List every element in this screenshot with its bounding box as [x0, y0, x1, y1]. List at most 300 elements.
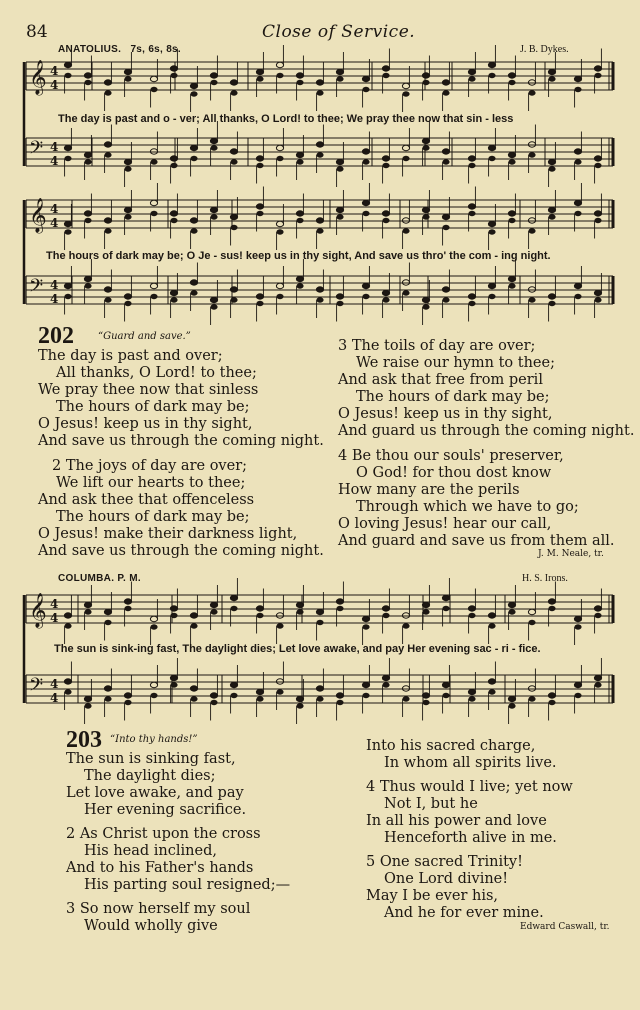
note-head	[316, 228, 323, 233]
hymn-203-column-1	[66, 751, 290, 935]
note-head	[276, 283, 283, 288]
note-head	[316, 80, 323, 85]
note-head	[170, 73, 177, 78]
note-head	[210, 609, 217, 614]
note-head	[574, 149, 581, 154]
verse-line: Into his sacred charge,	[366, 738, 536, 754]
note-head	[170, 297, 177, 302]
note-head	[296, 696, 303, 701]
note-head	[362, 693, 369, 698]
section-title: Close of Service.	[262, 22, 416, 42]
note-head	[230, 297, 237, 302]
note-head	[528, 686, 535, 691]
note-head	[468, 163, 475, 168]
note-head	[256, 69, 263, 74]
time-signature: 4	[50, 140, 59, 154]
note-head	[594, 290, 601, 295]
note-head	[256, 76, 263, 81]
note-head	[124, 606, 131, 611]
note-head	[548, 207, 555, 212]
note-head	[150, 682, 157, 687]
note-head	[528, 80, 535, 85]
note-head	[442, 214, 449, 219]
hymn-202-caption: “Guard and save.”	[98, 331, 191, 342]
note-head	[548, 69, 555, 74]
note-head	[190, 623, 197, 628]
note-head	[84, 159, 91, 164]
note-head	[468, 696, 475, 701]
note-head	[84, 696, 91, 701]
note-head	[84, 152, 91, 157]
note-head	[296, 283, 303, 288]
verse-line: We lift our hearts to thee;	[56, 475, 246, 491]
note-head	[104, 142, 111, 147]
note-head	[124, 76, 131, 81]
note-head	[442, 693, 449, 698]
hymn-203-caption: “Into thy hands!”	[110, 734, 198, 745]
note-head	[230, 214, 237, 219]
note-head	[210, 138, 217, 143]
time-signature: 4	[50, 677, 59, 691]
verse-line: 4 Be thou our souls' preserver,	[338, 448, 564, 464]
note-head	[84, 80, 91, 85]
note-head	[594, 73, 601, 78]
note-head	[548, 214, 555, 219]
note-head	[170, 606, 177, 611]
note-head	[508, 609, 515, 614]
note-head	[150, 211, 157, 216]
note-head	[316, 152, 323, 157]
lyrics-line-3: The sun is sink-ing fast, The daylight dies; Let love awake, and pay Her evening sac - ri - fice.	[54, 643, 541, 655]
note-head	[276, 623, 283, 628]
note-head	[548, 301, 555, 306]
verse-line: And to his Father's hands	[66, 860, 254, 876]
time-signature: 4	[50, 154, 59, 168]
bass-clef-icon: 𝄢	[29, 675, 44, 700]
note-head	[104, 218, 111, 223]
note-head	[594, 606, 601, 611]
treble-clef-icon: 𝄞	[29, 198, 47, 233]
note-head	[64, 283, 71, 288]
note-head	[296, 80, 303, 85]
note-head	[574, 624, 581, 629]
note-head	[190, 280, 197, 285]
note-head	[468, 301, 475, 306]
hymn-number-202: 202	[38, 323, 74, 349]
verse-line: And save us through the coming night.	[38, 433, 324, 449]
verse-line: In all his power and love	[366, 813, 547, 829]
note-head	[362, 76, 369, 81]
note-head	[422, 304, 429, 309]
note-head	[64, 613, 71, 618]
hymn-202-credit: J. M. Neale, tr.	[538, 549, 604, 559]
hymn-202-column-1	[38, 348, 324, 560]
note-head	[402, 218, 409, 223]
note-head	[256, 606, 263, 611]
note-head	[296, 211, 303, 216]
note-head	[488, 294, 495, 299]
note-head	[594, 613, 601, 618]
note-head	[382, 682, 389, 687]
note-head	[488, 689, 495, 694]
note-head	[210, 602, 217, 607]
note-head	[574, 616, 581, 621]
note-head	[442, 225, 449, 230]
note-head	[150, 294, 157, 299]
verse-line: Henceforth alive in me.	[384, 830, 557, 846]
note-head	[84, 276, 91, 281]
note-head	[362, 87, 369, 92]
note-head	[422, 609, 429, 614]
tune-name-columba: COLUMBA. P. M.	[58, 573, 141, 584]
note-head	[276, 145, 283, 150]
note-head	[210, 700, 217, 705]
note-head	[230, 159, 237, 164]
note-head	[442, 80, 449, 85]
note-head	[296, 159, 303, 164]
note-head	[442, 595, 449, 600]
note-head	[64, 679, 71, 684]
note-head	[508, 696, 515, 701]
note-head	[508, 602, 515, 607]
note-head	[422, 693, 429, 698]
note-head	[256, 294, 263, 299]
note-head	[594, 163, 601, 168]
note-head	[528, 218, 535, 223]
note-head	[276, 62, 283, 67]
note-head	[402, 83, 409, 88]
note-head	[336, 301, 343, 306]
note-head	[296, 276, 303, 281]
note-head	[256, 689, 263, 694]
note-head	[170, 218, 177, 223]
note-head	[594, 297, 601, 302]
page-number: 84	[26, 22, 48, 42]
note-head	[256, 613, 263, 618]
note-head	[402, 156, 409, 161]
note-head	[336, 159, 343, 164]
note-head	[336, 76, 343, 81]
note-head	[104, 287, 111, 292]
note-head	[84, 609, 91, 614]
note-head	[230, 595, 237, 600]
note-head	[276, 613, 283, 618]
note-head	[528, 90, 535, 95]
note-head	[296, 703, 303, 708]
note-head	[276, 679, 283, 684]
note-head	[256, 204, 263, 209]
verse-line: And guard and save us from them all.	[338, 533, 615, 549]
note-head	[468, 606, 475, 611]
verse-line: Through which we have to go;	[356, 499, 579, 515]
note-head	[104, 152, 111, 157]
note-head	[170, 675, 177, 680]
note-head	[124, 207, 131, 212]
note-head	[422, 297, 429, 302]
verse-line: O Jesus! keep us in thy sight,	[38, 416, 253, 432]
hymn-number-203: 203	[66, 727, 102, 753]
note-head	[362, 682, 369, 687]
note-head	[422, 700, 429, 705]
note-head	[442, 682, 449, 687]
hymn-203-credit: Edward Caswall, tr.	[520, 922, 610, 932]
note-head	[230, 149, 237, 154]
note-head	[210, 80, 217, 85]
note-head	[508, 159, 515, 164]
note-head	[336, 294, 343, 299]
note-head	[190, 218, 197, 223]
verse-line: Would wholly give	[84, 918, 218, 934]
note-head	[256, 301, 263, 306]
note-head	[230, 80, 237, 85]
note-head	[104, 90, 111, 95]
note-head	[548, 76, 555, 81]
note-head	[488, 145, 495, 150]
note-head	[382, 297, 389, 302]
note-head	[64, 156, 71, 161]
note-head	[362, 159, 369, 164]
note-head	[170, 290, 177, 295]
note-head	[296, 602, 303, 607]
time-signature: 4	[50, 611, 59, 625]
verse-line: 2 As Christ upon the cross	[66, 826, 261, 842]
note-head	[104, 297, 111, 302]
note-head	[276, 294, 283, 299]
note-head	[256, 163, 263, 168]
note-head	[382, 211, 389, 216]
note-head	[210, 73, 217, 78]
note-head	[64, 221, 71, 226]
note-head	[336, 693, 343, 698]
note-head	[422, 80, 429, 85]
verse-line: The sun is sinking fast,	[66, 751, 236, 767]
verse-line: And ask thee that offenceless	[38, 492, 255, 508]
verse-line: One Lord divine!	[384, 871, 509, 887]
note-head	[150, 624, 157, 629]
note-head	[528, 696, 535, 701]
note-head	[316, 142, 323, 147]
note-head	[170, 66, 177, 71]
note-head	[594, 675, 601, 680]
verse-line: In whom all spirits live.	[384, 755, 557, 771]
note-head	[402, 686, 409, 691]
note-head	[190, 613, 197, 618]
verse-line: Let love awake, and pay	[66, 785, 244, 801]
note-head	[468, 294, 475, 299]
treble-clef-icon: 𝄞	[29, 593, 47, 628]
note-head	[382, 675, 389, 680]
note-head	[336, 166, 343, 171]
note-head	[468, 204, 475, 209]
note-head	[528, 142, 535, 147]
note-head	[402, 623, 409, 628]
note-head	[382, 613, 389, 618]
note-head	[548, 294, 555, 299]
note-head	[382, 290, 389, 295]
note-head	[104, 686, 111, 691]
note-head	[210, 297, 217, 302]
note-head	[594, 218, 601, 223]
note-head	[508, 211, 515, 216]
note-head	[230, 90, 237, 95]
tune-composer-dykes: J. B. Dykes.	[520, 44, 569, 55]
note-head	[508, 80, 515, 85]
note-head	[488, 283, 495, 288]
note-head	[124, 69, 131, 74]
note-head	[296, 73, 303, 78]
lyrics-line-1: The day is past and o - ver; All thanks, O Lord! to thee; We pray thee now that sin - less	[58, 113, 514, 125]
note-head	[402, 91, 409, 96]
note-head	[382, 73, 389, 78]
note-head	[528, 609, 535, 614]
note-head	[276, 156, 283, 161]
note-head	[210, 693, 217, 698]
time-signature: 4	[50, 278, 59, 292]
note-head	[316, 609, 323, 614]
verse-line: We pray thee now that sinless	[38, 382, 259, 398]
note-head	[488, 73, 495, 78]
note-head	[468, 613, 475, 618]
note-head	[170, 156, 177, 161]
note-head	[256, 696, 263, 701]
note-head	[276, 689, 283, 694]
note-head	[124, 700, 131, 705]
note-head	[402, 145, 409, 150]
note-head	[150, 616, 157, 621]
bass-clef-icon: 𝄢	[29, 276, 44, 301]
verse-line: O Jesus! make their darkness light,	[38, 526, 298, 542]
hymn-203-column-2	[366, 738, 573, 922]
note-head	[150, 200, 157, 205]
verse-line: His parting soul resigned;—	[84, 877, 291, 893]
verse-line: And ask that free from peril	[338, 372, 543, 388]
note-head	[64, 229, 71, 234]
time-signature: 4	[50, 64, 59, 78]
note-head	[548, 693, 555, 698]
note-head	[594, 211, 601, 216]
note-head	[508, 218, 515, 223]
note-head	[190, 156, 197, 161]
note-head	[468, 156, 475, 161]
note-head	[548, 700, 555, 705]
bass-clef-icon: 𝄢	[29, 138, 44, 163]
note-head	[442, 606, 449, 611]
note-head	[548, 599, 555, 604]
note-head	[574, 211, 581, 216]
note-head	[422, 602, 429, 607]
time-signature: 4	[50, 597, 59, 611]
note-head	[528, 297, 535, 302]
note-head	[190, 145, 197, 150]
verse-line: O God! for thou dost know	[356, 465, 552, 481]
note-head	[190, 228, 197, 233]
note-head	[488, 623, 495, 628]
note-head	[124, 599, 131, 604]
note-head	[230, 682, 237, 687]
note-head	[64, 294, 71, 299]
note-head	[574, 200, 581, 205]
note-head	[276, 229, 283, 234]
note-head	[594, 66, 601, 71]
verse-line: And save us through the coming night.	[38, 543, 324, 559]
note-head	[64, 145, 71, 150]
note-head	[276, 221, 283, 226]
note-head	[422, 145, 429, 150]
note-head	[170, 613, 177, 618]
note-head	[316, 696, 323, 701]
verse-line: 3 So now herself my soul	[66, 901, 251, 917]
note-head	[150, 159, 157, 164]
verse-line: 2 The joys of day are over;	[52, 458, 248, 474]
note-head	[488, 229, 495, 234]
note-head	[548, 166, 555, 171]
note-head	[336, 214, 343, 219]
note-head	[362, 149, 369, 154]
note-head	[594, 156, 601, 161]
note-head	[210, 304, 217, 309]
verse-line: The hours of dark may be;	[356, 389, 550, 405]
note-head	[190, 91, 197, 96]
note-head	[336, 606, 343, 611]
note-head	[468, 69, 475, 74]
note-head	[508, 276, 515, 281]
note-head	[84, 703, 91, 708]
note-head	[528, 620, 535, 625]
verse-line: The day is past and over;	[38, 348, 223, 364]
note-head	[548, 606, 555, 611]
note-head	[150, 87, 157, 92]
note-head	[84, 602, 91, 607]
note-head	[256, 211, 263, 216]
note-head	[574, 283, 581, 288]
note-head	[64, 623, 71, 628]
note-head	[170, 211, 177, 216]
note-head	[190, 83, 197, 88]
note-head	[336, 207, 343, 212]
verse-line: May I be ever his,	[366, 888, 499, 904]
note-head	[64, 689, 71, 694]
tune-meter: 7s, 6s, 8s.	[130, 44, 181, 55]
note-head	[104, 609, 111, 614]
note-head	[124, 214, 131, 219]
note-head	[124, 294, 131, 299]
note-head	[362, 200, 369, 205]
note-head	[104, 696, 111, 701]
note-head	[84, 283, 91, 288]
note-head	[230, 693, 237, 698]
time-signature: 4	[50, 78, 59, 92]
verse-line: We raise our hymn to thee;	[356, 355, 555, 371]
note-head	[508, 283, 515, 288]
note-head	[468, 211, 475, 216]
tune-composer-irons: H. S. Irons.	[522, 573, 568, 584]
note-head	[528, 228, 535, 233]
verse-line: 3 The toils of day are over;	[338, 338, 536, 354]
note-head	[336, 69, 343, 74]
note-head	[230, 225, 237, 230]
note-head	[468, 689, 475, 694]
note-head	[508, 152, 515, 157]
note-head	[488, 613, 495, 618]
note-head	[316, 218, 323, 223]
note-head	[442, 90, 449, 95]
note-head	[256, 156, 263, 161]
note-head	[362, 624, 369, 629]
note-head	[422, 207, 429, 212]
note-head	[488, 221, 495, 226]
note-head	[528, 152, 535, 157]
note-head	[150, 283, 157, 288]
